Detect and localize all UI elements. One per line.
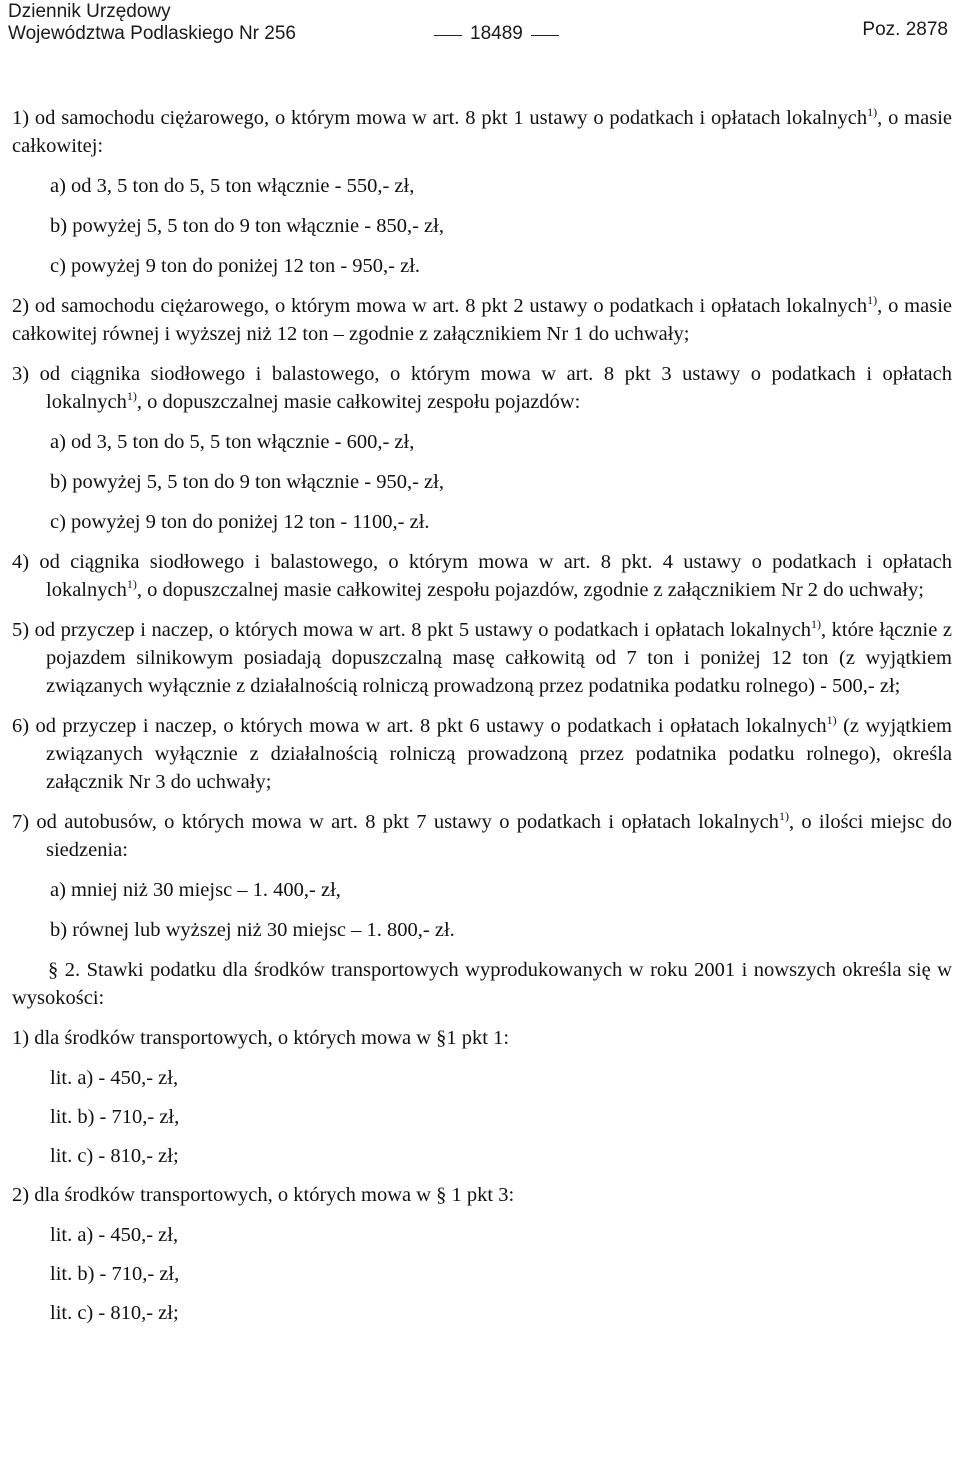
page-number-block [434,22,559,46]
page-number-rule-right [531,35,559,36]
item-7-text: 7) od autobusów, o których mowa w art. 8 pkt 7 ustawy o podatkach i opłatach lokalnych [12,811,779,833]
item-1-text-end: , o masie całkowitej: [12,107,952,157]
section-2-point-1-lit-b: lit. b) - 710,- zł, [50,1106,180,1128]
item-1 [12,104,952,160]
footnote-ref: 1) [867,293,878,307]
item-5-text-end: , które łącznie z pojazdem silnikowym posiadają dopuszczalną masę całkowitą od 7 ton i poniżej 12 ton (z wyjątkiem związanych wyłącznie z działalnością rolniczą prowadzoną przez podatnika podatku rolnego) - 500,- zł; [46,619,952,697]
item-3-text: 3) od ciągnika siodłowego i balastowego, o którym mowa w art. 8 pkt 3 ustawy o podatkach i opłatach lokalnych [12,363,952,413]
section-2-point-2-lit-a: lit. a) - 450,- zł, [50,1224,179,1246]
item-5-text: 5) od przyczep i naczep, o których mowa w art. 8 pkt 5 ustawy o podatkach i opłatach lokalnych [12,619,811,641]
section-2-intro: § 2. Stawki podatku dla środków transportowych wyprodukowanych w roku 2001 i nowszych określa się w wysokości: [12,959,952,1009]
footnote-ref: 1) [826,713,837,727]
item-2-text: 2) od samochodu ciężarowego, o którym mowa w art. 8 pkt 2 ustawy o podatkach i opłatach lokalnych [12,295,868,317]
item-3-text-end: , o dopuszczalnej masie całkowitej zespołu pojazdów: [136,391,581,413]
section-2-point-2-lit-c: lit. c) - 810,- zł; [50,1302,179,1324]
section-2-point-1-lit-a: lit. a) - 450,- zł, [50,1067,179,1089]
section-2-point-1: 1) dla środków transportowych, o których mowa w §1 pkt 1: [12,1027,510,1049]
page-header [8,0,952,50]
item-1-sub-b: b) powyżej 5, 5 ton do 9 ton włącznie - 850,- zł, [50,215,444,237]
document-body [12,104,952,1338]
item-1-text: 1) od samochodu ciężarowego, o którym mowa w art. 8 pkt 1 ustawy o podatkach i opłatach lokalnych [12,107,868,129]
item-3-sub-b: b) powyżej 5, 5 ton do 9 ton włącznie - 950,- zł, [50,471,444,493]
position-number: Poz. 2878 [862,19,948,40]
section-2-point-1-lit-c: lit. c) - 810,- zł; [50,1145,179,1167]
item-7 [12,808,952,864]
item-4-text: 4) od ciągnika siodłowego i balastowego, o którym mowa w art. 8 pkt. 4 ustawy o podatkach i opłatach lokalnych [12,551,952,601]
item-2 [12,292,952,348]
item-3 [12,360,952,416]
item-4-text-end: , o dopuszczalnej masie całkowitej zespołu pojazdów, zgodnie z załącznikiem Nr 2 do uchwały; [136,579,924,601]
item-3-sub-a: a) od 3, 5 ton do 5, 5 ton włącznie - 600,- zł, [50,431,415,453]
page-number: 18489 [470,23,523,44]
item-1-sub-c: c) powyżej 9 ton do poniżej 12 ton - 950,- zł. [50,255,421,277]
item-6-text-end: (z wyjątkiem związanych wyłącznie z działalnością rolniczą prowadzoną przez podatnika podatku rolnego), określa załącznik Nr 3 do uchwały; [46,715,952,793]
journal-subtitle: Województwa Podlaskiego Nr 256 [8,23,296,44]
item-4 [12,548,952,604]
item-3-sub-c: c) powyżej 9 ton do poniżej 12 ton - 1100,- zł. [50,511,430,533]
item-5 [12,616,952,700]
page-number-rule-left [434,35,462,36]
item-7-sub-a: a) mniej niż 30 miejsc – 1. 400,- zł, [50,879,341,901]
item-2-text-end: , o masie całkowitej równej i wyższej niż 12 ton – zgodnie z załącznikiem Nr 1 do uchwały; [12,295,952,345]
journal-title: Dziennik Urzędowy [8,1,171,22]
item-6 [12,712,952,796]
footnote-ref: 1) [126,577,137,591]
item-1-sub-a: a) od 3, 5 ton do 5, 5 ton włącznie - 550,- zł, [50,175,415,197]
item-6-text: 6) od przyczep i naczep, o których mowa w art. 8 pkt 6 ustawy o podatkach i opłatach lokalnych [12,715,827,737]
footnote-ref: 1) [810,617,821,631]
footnote-ref: 1) [867,105,878,119]
section-2-point-2-lit-b: lit. b) - 710,- zł, [50,1263,180,1285]
item-7-sub-b: b) równej lub wyższej niż 30 miejsc – 1. 800,- zł. [50,919,455,941]
section-2-point-2: 2) dla środków transportowych, o których mowa w § 1 pkt 3: [12,1184,515,1206]
item-7-text-end: , o ilości miejsc do siedzenia: [46,811,952,861]
footnote-ref: 1) [778,809,789,823]
footnote-ref: 1) [126,389,137,403]
